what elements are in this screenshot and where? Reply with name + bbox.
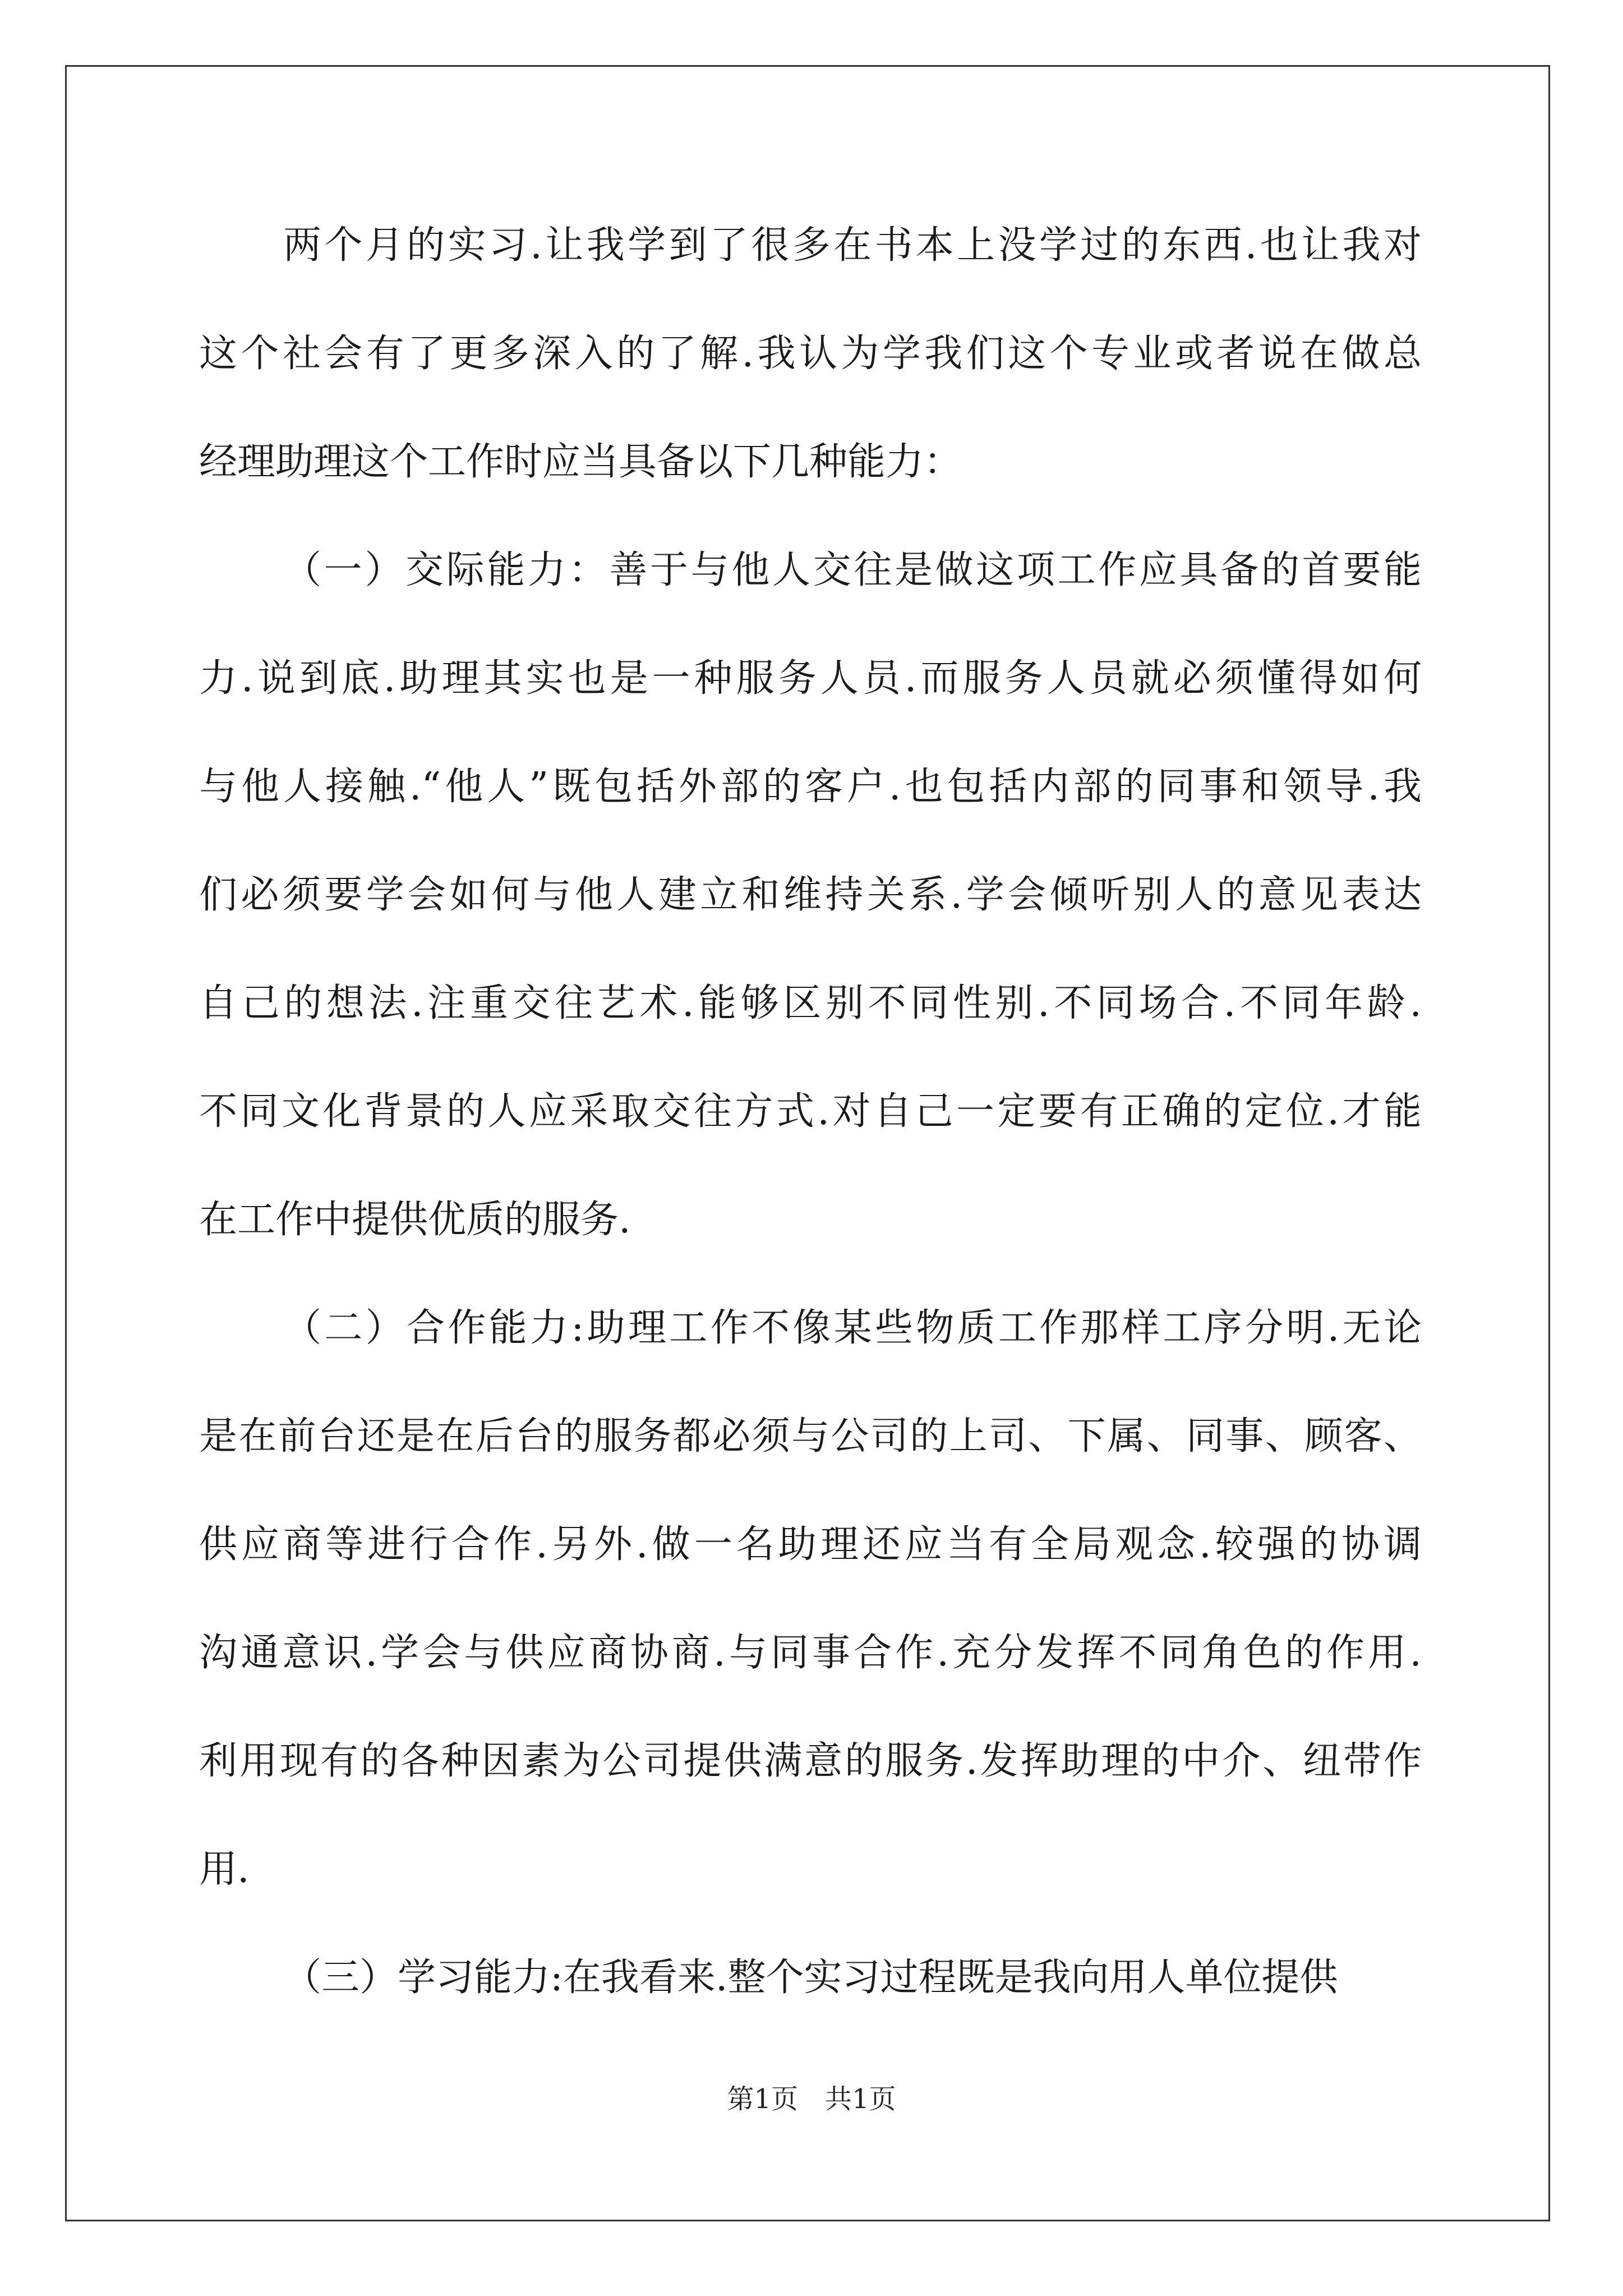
document-body (199, 212, 1422, 2053)
page-footer (0, 2082, 1623, 2116)
text-line: 两个月的实习.让我学到了很多在书本上没学过的东西.也让我对 (283, 223, 1422, 268)
text-line: 供应商等进行合作.另外.做一名助理还应当有全局观念.较强的协调 (199, 1522, 1422, 1567)
text-line: 沟通意识.学会与供应商协商.与同事合作.充分发挥不同角色的作用. (199, 1631, 1422, 1675)
text-line: 力.说到底.助理其实也是一种服务人员.而服务人员就必须懂得如何 (199, 656, 1422, 701)
text-line: （二）合作能力:助理工作不像某些物质工作那样工序分明.无论 (283, 1306, 1422, 1350)
text-line: 在工作中提供优质的服务. (199, 1198, 631, 1242)
text-line: 不同文化背景的人应采取交往方式.对自己一定要有正确的定位.才能 (199, 1089, 1422, 1134)
text-line: （三）学习能力:在我看来.整个实习过程既是我向用人单位提供 (283, 1955, 1338, 2000)
text-line: 是在前台还是在后台的服务都必须与公司的上司、下属、同事、顾客、 (199, 1414, 1422, 1458)
text-line: 用. (199, 1847, 250, 1892)
text-line: 这个社会有了更多深入的了解.我认为学我们这个专业或者说在做总 (199, 332, 1422, 376)
text-line: 经理助理这个工作时应当具备以下几种能力： (199, 440, 962, 484)
text-line: 们必须要学会如何与他人建立和维持关系.学会倾听别人的意见表达 (199, 873, 1422, 917)
text-line: （一）交际能力：善于与他人交往是做这项工作应具备的首要能 (283, 548, 1422, 592)
text-line: 利用现有的各种因素为公司提供满意的服务.发挥助理的中介、纽带作 (199, 1739, 1422, 1783)
page-number: 第1页 (727, 2083, 798, 2115)
page-total: 共1页 (825, 2083, 896, 2115)
text-line: 与他人接触.“他人”既包括外部的客户.也包括内部的同事和领导.我 (199, 765, 1422, 809)
text-line: 自己的想法.注重交往艺术.能够区别不同性别.不同场合.不同年龄. (199, 981, 1422, 1025)
